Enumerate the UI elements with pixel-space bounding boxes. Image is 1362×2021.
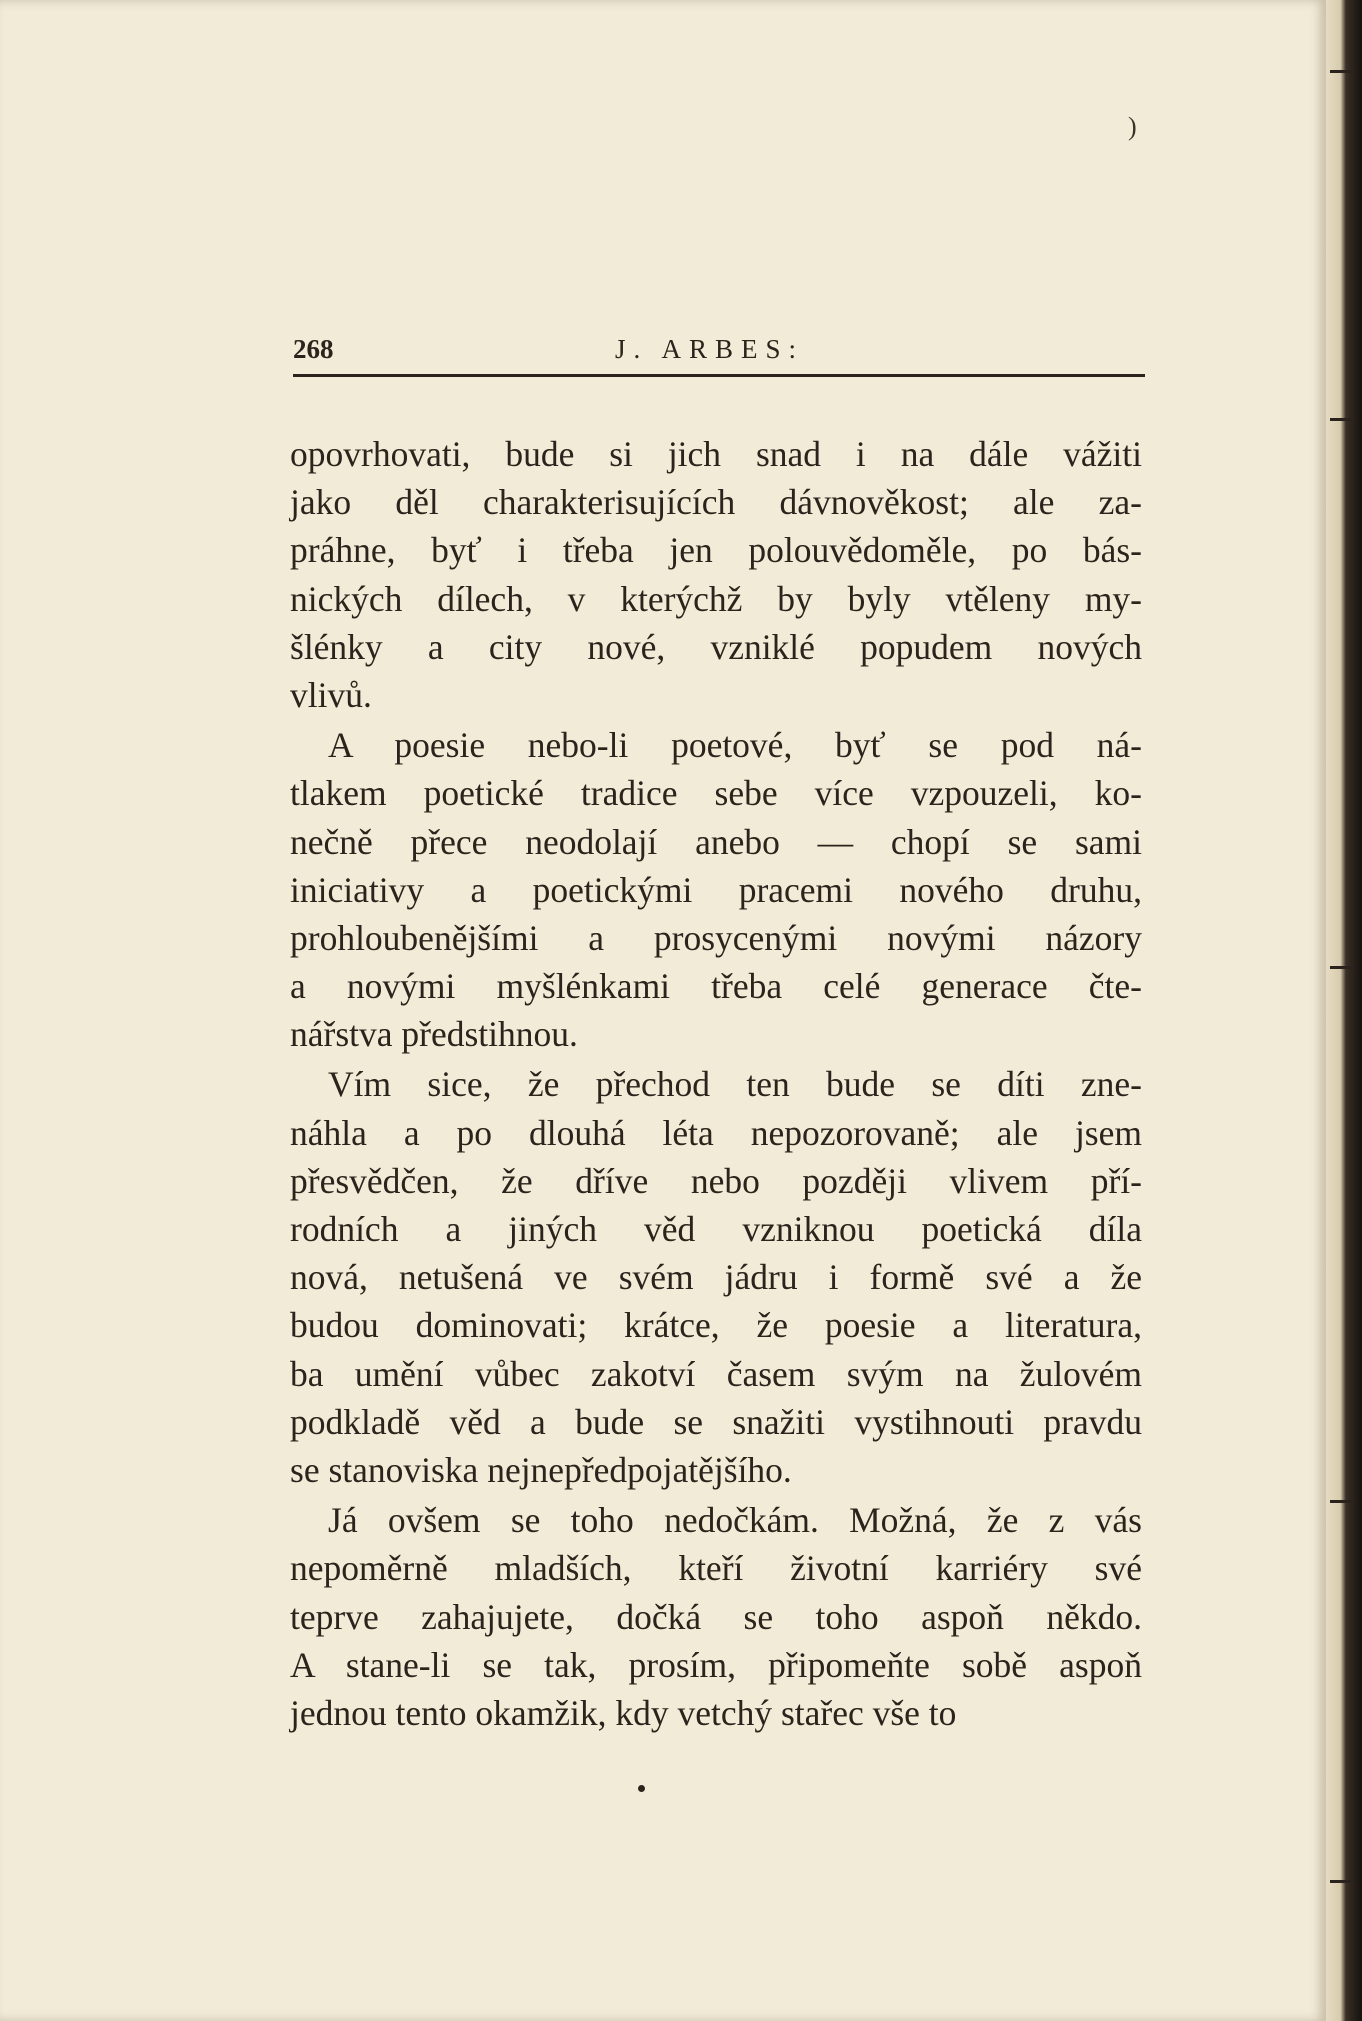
printer-dot: [638, 1785, 645, 1792]
text-line: náhla a po dlouhá léta nepozorovaně; ale jsem: [290, 1112, 1142, 1153]
text-line: tlakem poetické tradice sebe více vzpouzeli, ko-: [290, 773, 1142, 814]
page-header: [293, 328, 1145, 376]
header-rule: [293, 374, 1145, 377]
text-line: šlénky a city nové, vzniklé popudem nových: [290, 626, 1142, 667]
running-head: J. ARBES:: [615, 334, 805, 364]
text-line: přesvědčen, že dříve nebo později vlivem pří-: [290, 1160, 1142, 1201]
text-line: rodních a jiných věd vzniknou poetická díla: [290, 1209, 1142, 1249]
text-line: teprve zahajujete, dočká se toho aspoň někdo.: [290, 1596, 1142, 1637]
text-line: A poesie nebo-li poetové, byť se pod ná-: [328, 725, 1142, 766]
text-line: nečně přece neodolají anebo — chopí se sami: [290, 821, 1142, 862]
text-line: jako děl charakterisujících dávnověkost; ale za-: [290, 482, 1142, 523]
text-line: prohloubenějšími a prosycenými novými názory: [290, 917, 1142, 958]
edge-mark: [1330, 1500, 1352, 1503]
edge-mark: [1330, 1880, 1352, 1883]
text-line: Já ovšem se toho nedočkám. Možná, že z vás: [328, 1500, 1142, 1541]
paragraph: [290, 1496, 1142, 1737]
edge-mark: [1330, 70, 1352, 73]
text-line: Vím sice, že přechod ten bude se díti zne-: [328, 1064, 1142, 1105]
text-line: nických dílech, v kterýchž by byly vtěleny my-: [290, 578, 1142, 619]
text-line: a novými myšlénkami třeba celé generace čte-: [290, 966, 1142, 1007]
text-line: A stane-li se tak, prosím, připomeňte sobě aspoň: [290, 1644, 1142, 1685]
binding-edge: [1326, 0, 1362, 2021]
text-line: ba umění vůbec zakotví časem svým na žulovém: [290, 1353, 1142, 1394]
text-line: nepoměrně mladších, kteří životní karriéry své: [290, 1548, 1142, 1589]
text-line: práhne, byť i třeba jen polouvědoměle, po bás-: [290, 530, 1142, 571]
text-line: jednou tento okamžik, kdy vetchý stařec vše to: [290, 1692, 957, 1733]
text-line: opovrhovati, bude si jich snad i na dále vážiti: [290, 434, 1142, 474]
corner-mark: ): [1128, 112, 1137, 141]
text-line: nářstva předstihnou.: [290, 1014, 578, 1055]
text-line: podkladě věd a bude se snažiti vystihnouti pravdu: [290, 1401, 1142, 1442]
text-line: vlivů.: [290, 674, 372, 715]
text-line: budou dominovati; krátce, že poesie a literatura,: [290, 1305, 1142, 1346]
text-line: se stanoviska nejnepředpojatějšího.: [290, 1449, 792, 1490]
body-text: [290, 430, 1142, 1739]
paragraph: [290, 430, 1142, 719]
edge-mark: [1330, 418, 1352, 421]
text-line: nová, netušená ve svém jádru i formě své a že: [290, 1257, 1142, 1298]
paragraph: [290, 1060, 1142, 1494]
paragraph: [290, 721, 1142, 1058]
edge-mark: [1330, 966, 1352, 969]
text-line: iniciativy a poetickými pracemi nového druhu,: [290, 869, 1142, 910]
page-number: 268: [293, 334, 334, 364]
